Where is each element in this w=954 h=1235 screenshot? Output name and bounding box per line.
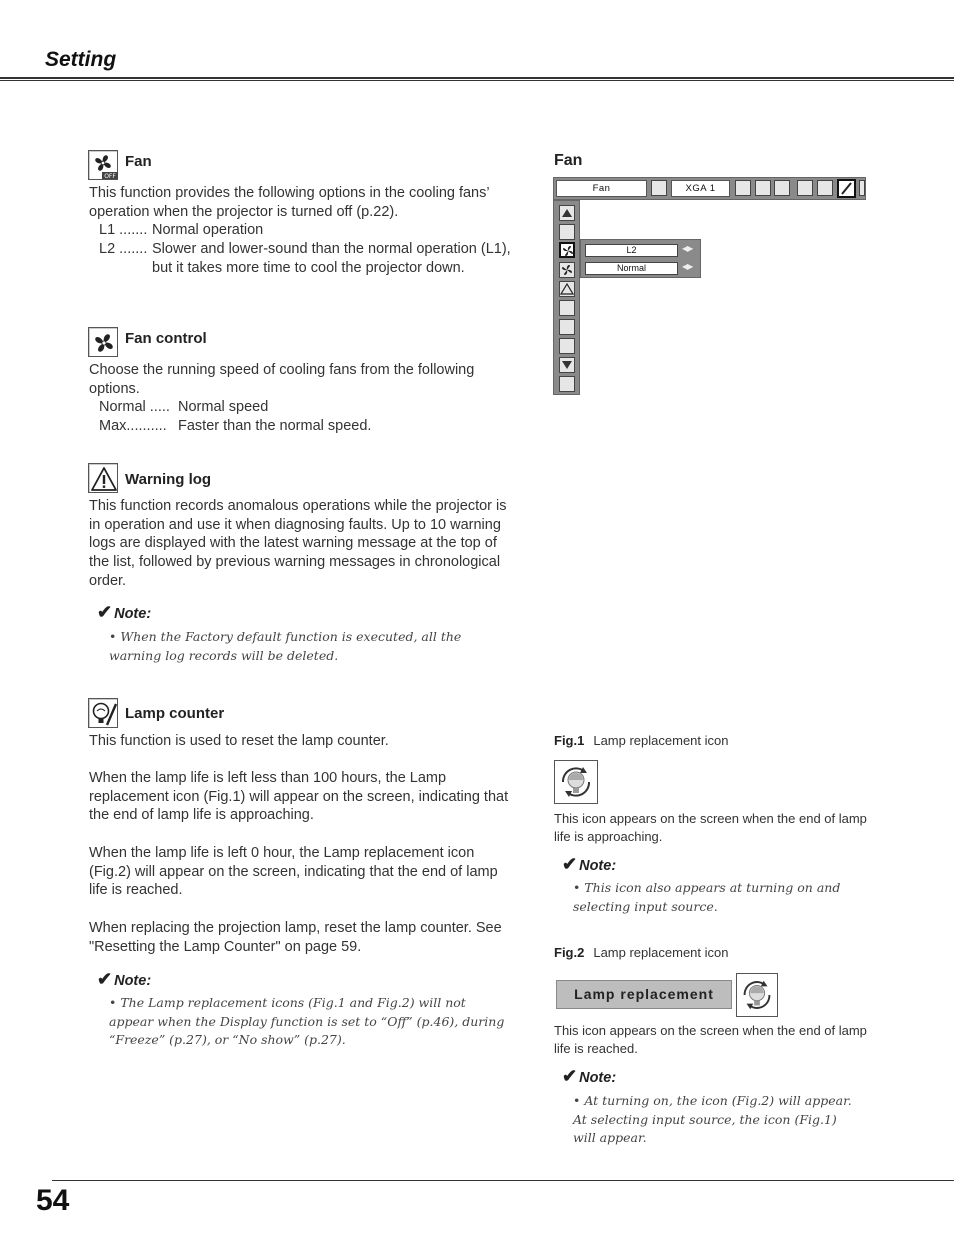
exit-menu-icon[interactable] xyxy=(559,376,575,392)
check-icon: ✔ xyxy=(562,1066,578,1086)
fan-option-l2-key: L2 ....... xyxy=(99,241,148,257)
setting-menu-icon[interactable] xyxy=(837,179,856,198)
lamp-counter-note-heading: ✔ Note: xyxy=(97,969,152,989)
fan-control-option-value[interactable]: Normal xyxy=(585,262,678,275)
fan-off-menu-icon[interactable] xyxy=(559,242,575,258)
warning-log-note-heading: ✔ Note: xyxy=(97,602,152,622)
lamp-replacement-icon xyxy=(554,760,598,804)
fan-control-option-max-key: Max.......... xyxy=(99,418,167,434)
warning-icon xyxy=(88,463,118,493)
header-rule xyxy=(0,77,954,81)
warning-log-body-text: This function records anomalous operations while the projector is in operation and use it when diagnosing faults. Up to 10 warning logs are displayed with the latest warning message at the top of the list, followed by previous warning messages in chronological order. xyxy=(89,498,507,589)
scroll-down-icon[interactable] xyxy=(559,357,575,373)
fan-control-section-title: Fan control xyxy=(125,330,207,347)
left-right-arrows-icon[interactable]: ◀▶ xyxy=(682,262,693,271)
fig2-description: This icon appears on the screen when the end of lamp life is reached. xyxy=(554,1023,867,1056)
fan-body-text: This function provides the following options in the cooling fans’ operation when the projector is turned off (p.22). xyxy=(89,185,490,220)
fan-icon xyxy=(88,327,118,357)
fig1-note-heading: ✔ Note: xyxy=(562,854,617,874)
lamp-icon xyxy=(88,698,118,728)
lamp-replacement-icon xyxy=(736,973,778,1017)
lamp-counter-section-title: Lamp counter xyxy=(125,705,225,722)
menu-bar-label: Fan xyxy=(556,180,647,197)
lamp-counter-p1: This function is used to reset the lamp counter. xyxy=(89,733,389,749)
fan-option-l1-key: L1 ....... xyxy=(99,222,148,238)
color-adjust-menu-icon[interactable] xyxy=(774,180,790,196)
lamp-counter-menu-icon[interactable] xyxy=(559,300,575,316)
warning-log-note-text: • When the Factory default function is executed, all the warning log records will be deleted. xyxy=(109,629,462,663)
left-right-arrows-icon[interactable]: ◀▶ xyxy=(682,244,693,253)
warning-log-menu-icon[interactable] xyxy=(559,281,575,297)
warning-log-section-title: Warning log xyxy=(125,471,212,488)
test-pattern-menu-icon[interactable] xyxy=(559,338,575,354)
wrench-icon[interactable] xyxy=(559,224,575,240)
check-icon: ✔ xyxy=(97,969,113,989)
fan-control-body-text: Choose the running speed of cooling fans from the following options. xyxy=(89,362,475,397)
check-icon: ✔ xyxy=(97,602,113,622)
scroll-up-icon[interactable] xyxy=(559,205,575,221)
fan-option-l1-desc: Normal operation xyxy=(152,222,264,238)
lamp-counter-p2: When the lamp life is left less than 100 hours, the Lamp replacement icon (Fig.1) will appear on the screen, indicating that the end of lamp life is approaching. xyxy=(89,770,509,824)
menu-bar xyxy=(553,177,866,200)
input-menu-icon[interactable] xyxy=(735,180,751,196)
fan-control-option-normal-desc: Normal speed xyxy=(178,399,269,415)
sound-menu-icon[interactable] xyxy=(817,180,833,196)
menu-heading: Fan xyxy=(554,152,583,169)
fan-option-l2-desc: Slower and lower-sound than the normal operation (L1), but it takes more time to cool the projector down. xyxy=(152,241,511,276)
image-select-menu-icon[interactable] xyxy=(755,180,771,196)
fig2-note-heading: ✔ Note: xyxy=(562,1066,617,1086)
fig1-description: This icon appears on the screen when the end of lamp life is approaching. xyxy=(554,811,867,844)
lamp-counter-p3: When the lamp life is left 0 hour, the Lamp replacement icon (Fig.2) will appear on the screen, indicating that the end of lamp life is reached. xyxy=(89,845,498,899)
fig2-caption: Fig.2 Lamp replacement icon xyxy=(554,945,729,960)
filter-counter-menu-icon[interactable] xyxy=(559,319,575,335)
lamp-replacement-label: Lamp replacement xyxy=(556,980,732,1009)
fan-control-menu-icon[interactable] xyxy=(559,262,575,278)
footer-rule xyxy=(52,1180,954,1181)
svg-text:OFF: OFF xyxy=(104,173,116,180)
image-adjust-menu-icon[interactable] xyxy=(651,180,667,196)
fan-off-icon xyxy=(88,150,118,180)
fig2-note-text: • At turning on, the icon (Fig.2) will appear. At selecting input source, the icon (Fig.1) will appear. xyxy=(573,1093,852,1146)
lamp-counter-p4: When replacing the projection lamp, reset the lamp counter. See "Resetting the Lamp Counter" on page 59. xyxy=(89,920,502,955)
menu-bar-source: XGA 1 xyxy=(671,180,730,197)
screen-menu-icon[interactable] xyxy=(797,180,813,196)
fig1-caption: Fig.1 Lamp replacement icon xyxy=(554,733,729,748)
page-number: 54 xyxy=(36,1184,70,1217)
fan-option-value[interactable]: L2 xyxy=(585,244,678,257)
menu-column xyxy=(553,200,580,395)
fan-control-option-max-desc: Faster than the normal speed. xyxy=(178,418,372,434)
check-icon: ✔ xyxy=(562,854,578,874)
fan-submenu-panel xyxy=(580,239,701,278)
page-header-title: Setting xyxy=(45,48,117,71)
lamp-counter-note-text: • The Lamp replacement icons (Fig.1 and Fig.2) will not appear when the Display function is set to “Off” (p.46), during “Freeze” (p.27), or “No show” (p.27). xyxy=(109,995,505,1048)
fan-section-title: Fan xyxy=(125,153,152,170)
info-menu-icon[interactable] xyxy=(859,180,865,196)
fan-control-option-normal-key: Normal ..... xyxy=(99,399,170,415)
fig1-note-text: • This icon also appears at turning on and selecting input source. xyxy=(573,880,841,914)
